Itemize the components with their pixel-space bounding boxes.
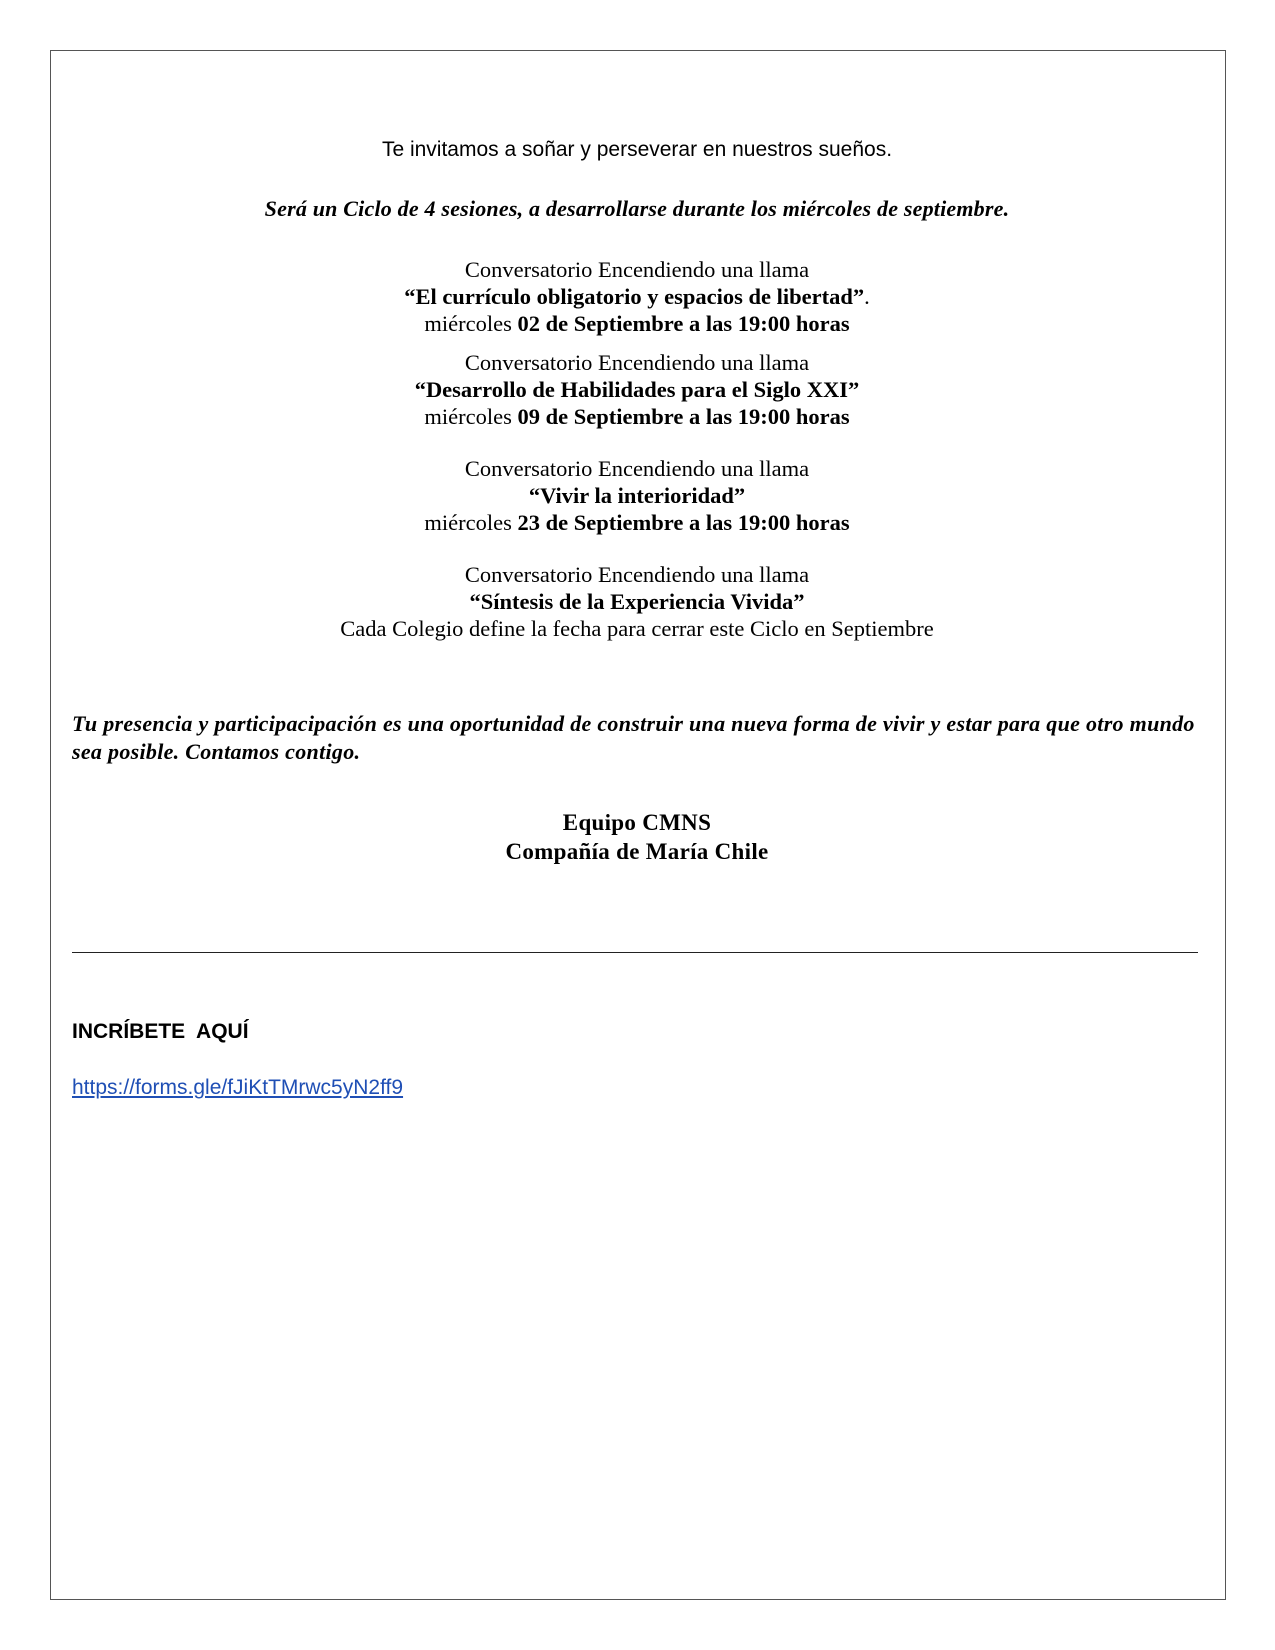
signature-block xyxy=(72,808,1202,866)
session-title: “El currículo obligatorio y espacios de libertad” xyxy=(404,284,865,309)
session-date: 23 de Septiembre a las 19:00 horas xyxy=(517,510,850,535)
session-date-prefix: miércoles xyxy=(424,311,518,336)
divider-line xyxy=(72,952,1198,953)
session-date: Cada Colegio define la fecha para cerrar este Ciclo en Septiembre xyxy=(340,616,934,641)
session-4 xyxy=(72,561,1202,642)
cycle-description: Será un Ciclo de 4 sesiones, a desarrollarse durante los miércoles de septiembre. xyxy=(264,196,1010,221)
session-date-prefix: miércoles xyxy=(424,510,518,535)
signature-team: Equipo CMNS xyxy=(562,810,712,835)
session-date: 02 de Septiembre a las 19:00 horas xyxy=(517,311,850,336)
session-title: “Desarrollo de Habilidades para el Siglo XXI” xyxy=(414,377,860,402)
session-date: 09 de Septiembre a las 19:00 horas xyxy=(517,404,850,429)
session-heading: Conversatorio Encendiendo una llama xyxy=(464,562,810,587)
session-title: “Vivir la interioridad” xyxy=(528,483,746,508)
session-1 xyxy=(72,256,1202,337)
intro-text: Te invitamos a soñar y perseverar en nuestros sueños. xyxy=(381,138,893,161)
session-heading: Conversatorio Encendiendo una llama xyxy=(464,456,810,481)
session-date-prefix: miércoles xyxy=(424,404,518,429)
session-title-suffix: . xyxy=(864,284,870,309)
session-2 xyxy=(72,349,1202,430)
session-title: “Síntesis de la Experiencia Vivida” xyxy=(469,589,805,614)
session-heading: Conversatorio Encendiendo una llama xyxy=(464,350,810,375)
session-3 xyxy=(72,455,1202,536)
closing-message: Tu presencia y participacipación es una oportunidad de construir una nueva forma de vivir y estar para que otro mundo sea posible. Contamos contigo. xyxy=(72,711,1195,764)
session-heading: Conversatorio Encendiendo una llama xyxy=(464,257,810,282)
register-label: INCRÍBETE AQUÍ xyxy=(72,1020,249,1043)
registration-link[interactable]: https://forms.gle/fJiKtTMrwc5yN2ff9 xyxy=(72,1076,404,1099)
signature-organization: Compañía de María Chile xyxy=(505,839,769,864)
